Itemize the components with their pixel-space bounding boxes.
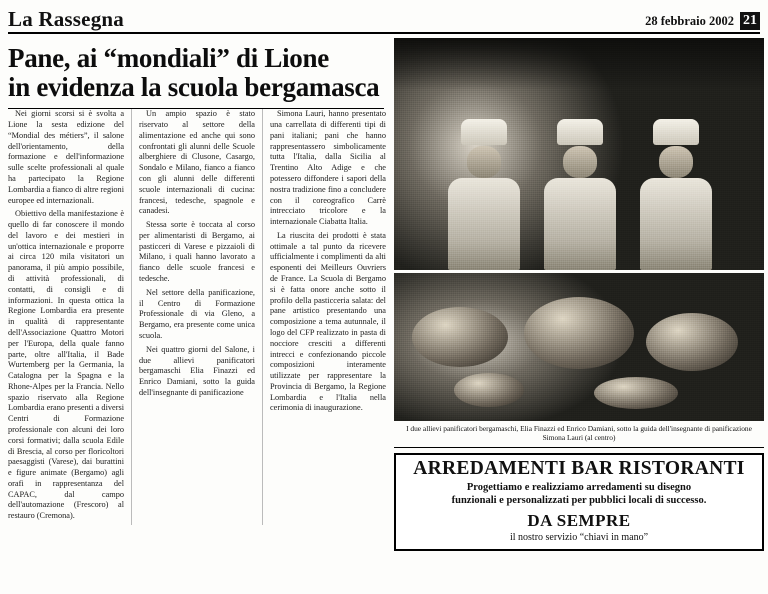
photo-caption: I due allievi panificatori bergamaschi, Elia Finazzi ed Enrico Damiani, sotto la guida dell'insegnante di panificazione Simona Lauri (al centro) [394, 423, 764, 448]
masthead [8, 4, 760, 34]
text-column-1 [8, 109, 124, 525]
column-divider [131, 109, 132, 525]
headline-line-2: in evidenza la scuola bergamasca [8, 72, 380, 103]
paragraph: Nei quattro giorni del Salone, i due allievi panificatori bergamaschi Elia Finazzi ed Enrico Damiani, sotto la guida dell'insegnante di panificazione [138, 344, 255, 397]
paragraph: Nei giorni scorsi si è svolta a Lione la sesta edizione del “Mondial des métiers”, il salone dell'orientamento, della formazione e dell'informazione sulle scelte professionali al quale ha partecipato la Regione Lombardia a fianco di altre regioni europee ed internazionali. [8, 109, 125, 205]
photo-grain [394, 38, 764, 270]
column-divider [262, 109, 263, 525]
paragraph: Nel settore della panificazione, il Centro di Formazione Professionale di via Gleno, a Bergamo, era presente come unica scuola. [138, 287, 255, 340]
headline-block [8, 38, 384, 109]
publication-title: La Rassegna [8, 7, 124, 31]
page-number-badge: 21 [740, 12, 760, 30]
right-column [394, 38, 764, 551]
paragraph: Simona Lauri, hanno presentato una carrellata di differenti tipi di pani italiani; pani che hanno rappresentassero simbolicamente tutta l'Italia, dalla Sicilia al Trentino Alto Adige e che potessero diffondere i sapori della nostra tradizione fino a concludere con il coreografico Carrè intrecciato tricolore e la internazionale Ciabatta Italia. [269, 109, 386, 227]
photo-grain [394, 273, 764, 421]
ad-line-1: Progettiamo e realizziamo arredamenti su disegno [466, 481, 692, 493]
issue-date: 28 febbraio 2002 [645, 13, 734, 28]
masthead-right [645, 12, 760, 30]
ad-claim: DA SEMPRE [527, 511, 631, 531]
paragraph: Obiettivo della manifestazione è quello di far conoscere il mondo del lavoro e dei mestieri in un'ottica internazionale e proporre ai circa 120 mila visitatori un panorama, il più ampio possibile, di attività professionali, di contatti, di consigli e di informazioni. In questa ottica la Regione Lombardia era presente in qualità di rappresentante dell'Associazione Quattro Motori per l'Europa, della quale fanno parte, oltre all'Italia, il Bade Wurtemberg per la Germania, la Catalogna per la Spagna e la Rhone-Alpes per la Francia. Nello spazio riservato alla Regione Lombardia erano presenti a diversi Centri di Formazione professionale con alcuni dei loro corsi formativi; dalla scuola Edile di Brescia, al corso per floricoltori paesaggisti (Varese), dai burattini e figure animate (Bergamo) agli orafi in rappresentanza del CAPAC, dal campo dell'automazione (Frescoro) al restauro (Cremona). [8, 209, 125, 521]
ad-line-2: funzionali e personalizzati per pubblici locali di successo. [451, 494, 707, 506]
text-columns [8, 109, 386, 525]
paragraph: Stessa sorte è toccata al corso per alimentaristi di Bergamo, ai pasticceri di Varese e pizzaioli di Milano, i quali hanno lavorato a fianco delle scuole francesi e tedesche. [138, 220, 255, 284]
paragraph: Un ampio spazio è stato riservato al settore della alimentazione ed anche qui sono confrontati gli alunni delle Scuole alberghiere di Clusone, Casargo, Sondalo e Milano, fianco a fianco con gli alunni delle differenti scuole internazionali di cucina: francesi, tedesche, spagnole e canadesi. [138, 109, 255, 216]
ad-subtitle: il nostro servizio “chiavi in mano” [509, 532, 649, 544]
left-column [8, 38, 386, 551]
advertisement[interactable] [394, 453, 764, 552]
article-body [8, 38, 760, 551]
text-column-2 [139, 109, 255, 525]
paragraph: La riuscita dei prodotti è stata ottimale a tal punto da ricevere ufficialmente i complimenti da alti esponenti dei Meilleurs Ouvriers de France. La Scuola di Bergamo si è fatta onore anche sotto il profilo della pasticceria salata: del pane artistico presentando una composizione a tema autunnale, il logo del CFP realizzato in pasta di nocciore cresciti a differenti intrecci e confezionando piccole composizioni interamente utilizzate per rappresentare la Provincia di Bergamo, la Regione Lombardia e l'Italia nella cerimonia di inaugurazione. [269, 230, 386, 413]
ad-title: ARREDAMENTI BAR RISTORANTI [413, 457, 745, 479]
headline-line-1: Pane, ai “mondiali” di Lione [8, 43, 329, 73]
photo-bakers-group [394, 38, 764, 270]
photo-bread-display [394, 273, 764, 421]
text-column-3 [270, 109, 386, 525]
